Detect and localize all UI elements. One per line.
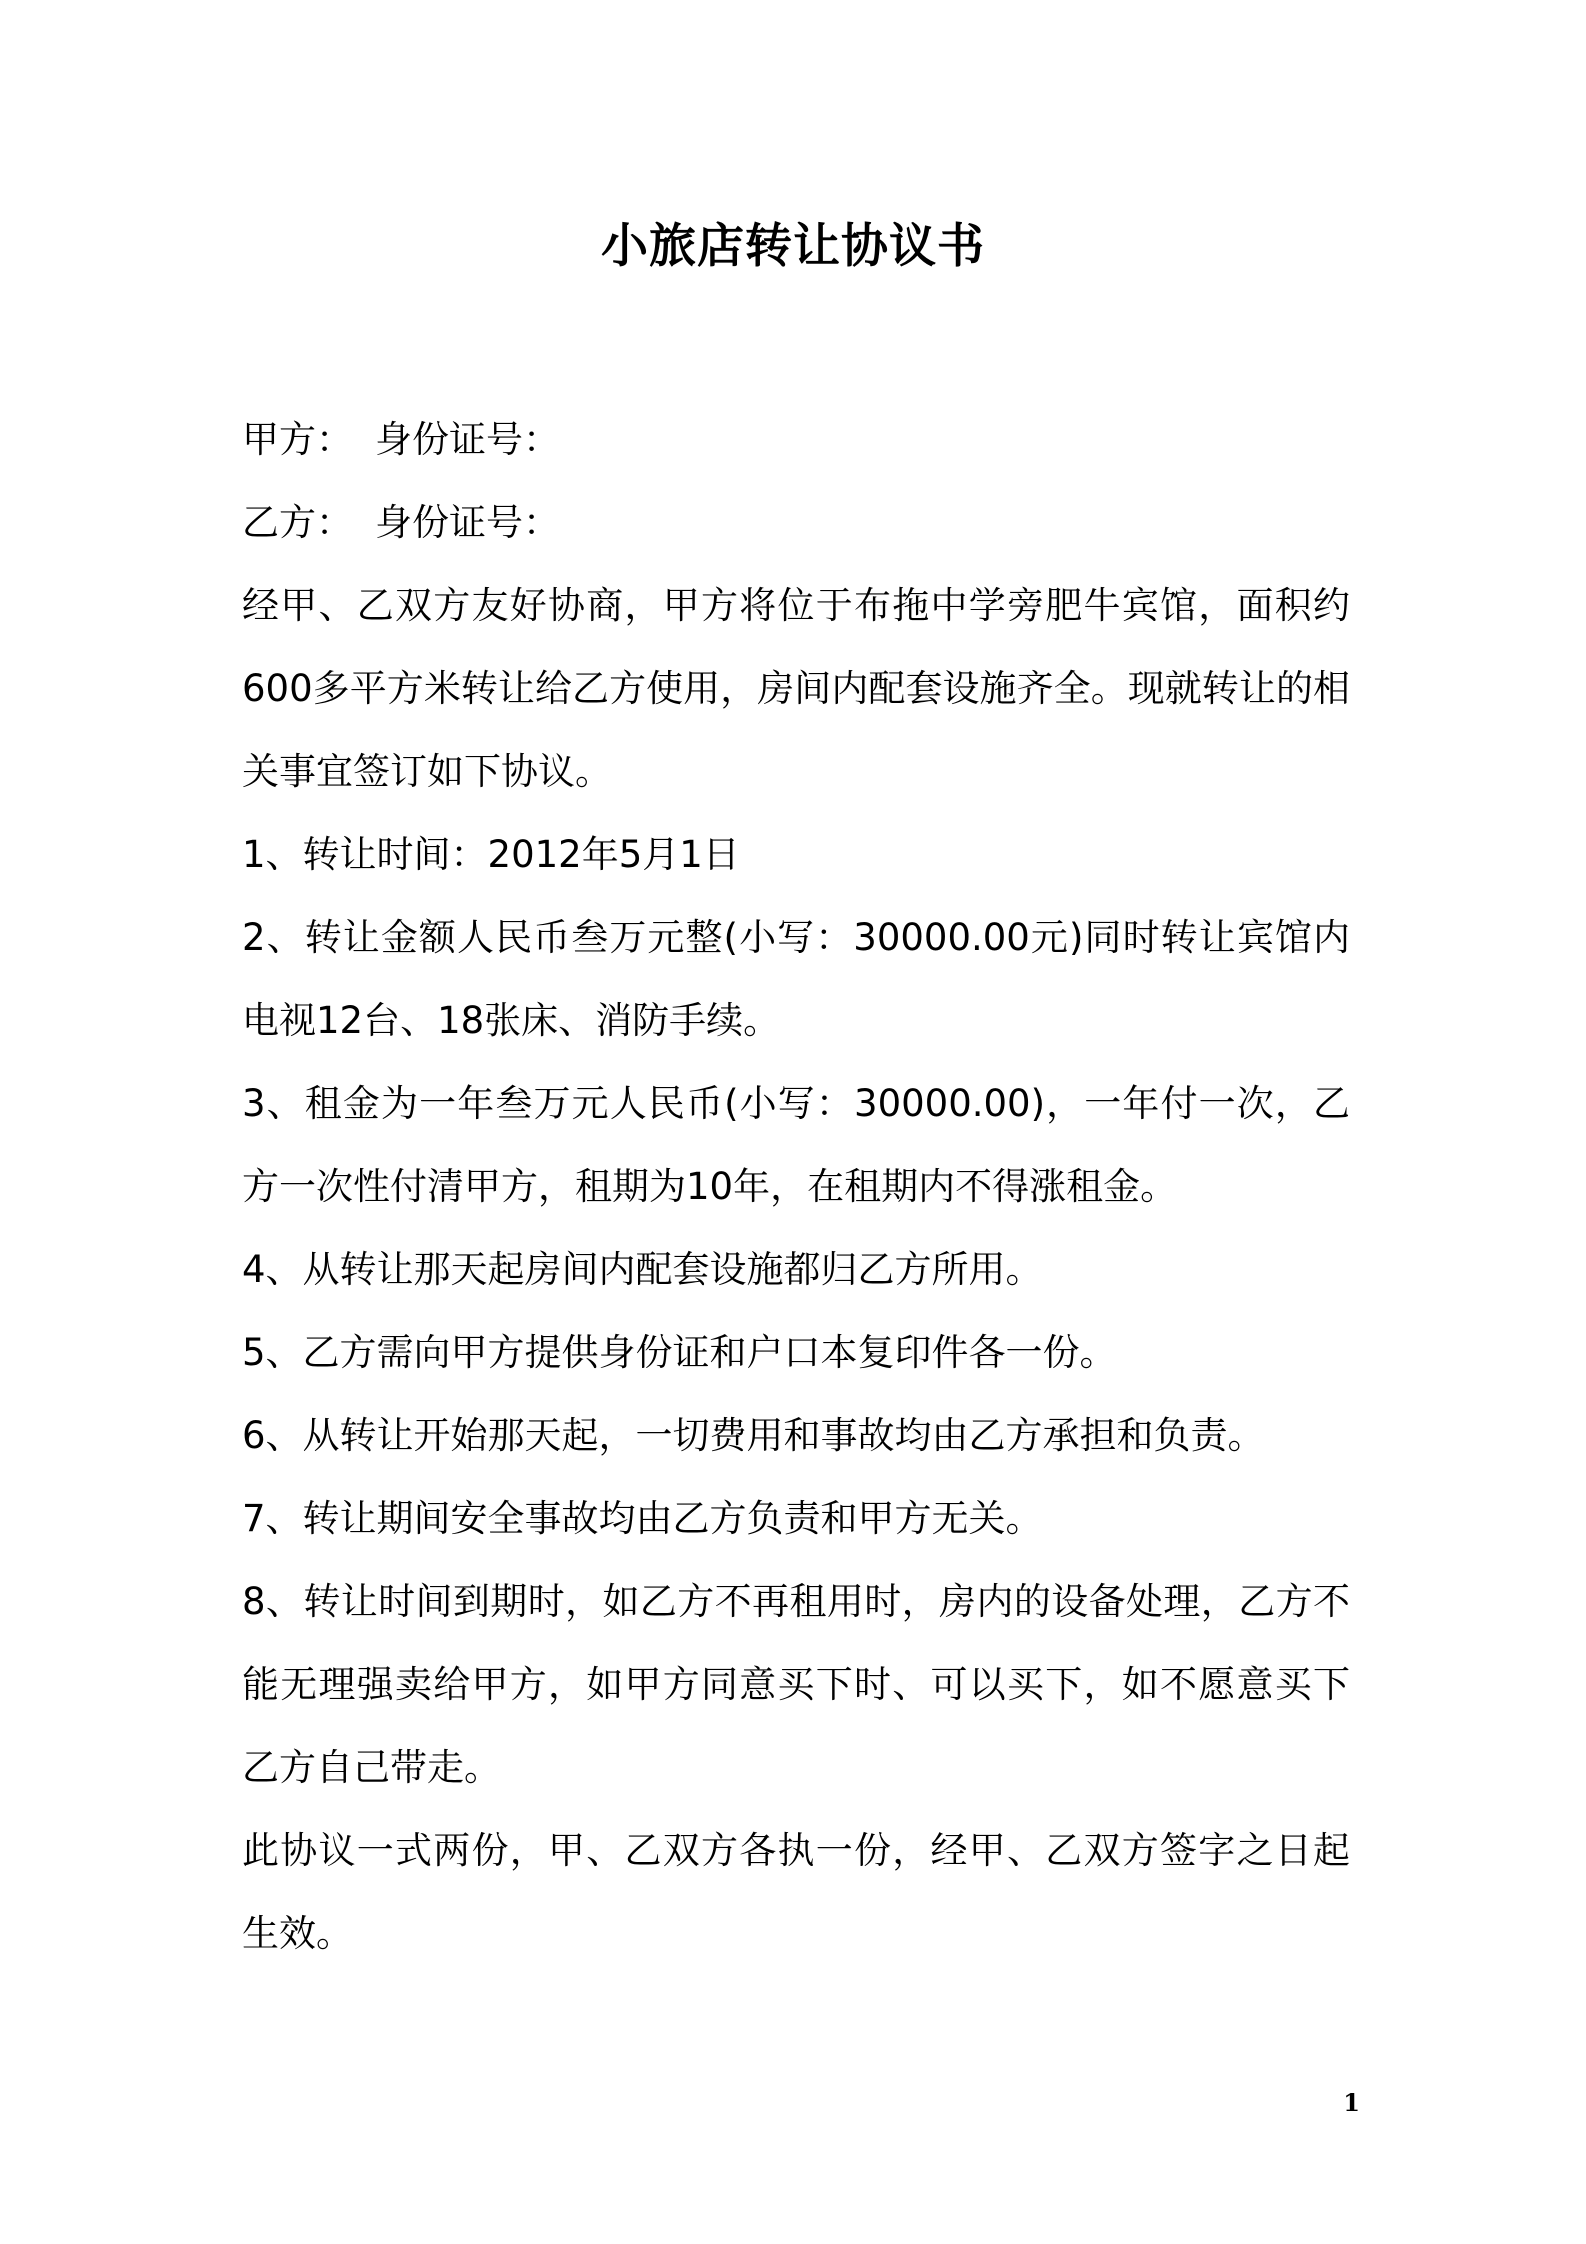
clause-6: 6、从转让开始那天起，一切费用和事故均由乙方承担和负责。	[242, 1414, 1265, 1457]
party-a-line	[242, 398, 1350, 481]
party-a-label: 甲方：	[242, 418, 353, 461]
intro-paragraph: 经甲、乙双方友好协商，甲方将位于布拖中学旁肥牛宾馆，面积约600多平方米转让给乙方使用，房间内配套设施齐全。现就转让的相关事宜签订如下协议。	[242, 584, 1350, 793]
clause-1: 1、转让时间：2012年5月1日	[242, 833, 740, 876]
document-body	[242, 398, 1350, 1975]
document-title: 小旅店转让协议书	[601, 219, 985, 274]
party-b-line	[242, 481, 1350, 564]
page-number: 1	[1343, 2088, 1360, 2117]
clause-8: 8、转让时间到期时，如乙方不再租用时，房内的设备处理，乙方不能无理强卖给甲方，如甲方同意买下时、可以买下，如不愿意买下乙方自己带走。	[242, 1580, 1350, 1789]
clause-4: 4、从转让那天起房间内配套设施都归乙方所用。	[242, 1248, 1043, 1291]
closing-paragraph: 此协议一式两份，甲、乙双方各执一份，经甲、乙双方签字之日起生效。	[242, 1829, 1350, 1955]
party-b-id-label: 身份证号：	[375, 501, 560, 544]
party-b-label: 乙方：	[242, 501, 353, 544]
party-a-id-label: 身份证号：	[375, 418, 560, 461]
clause-7: 7、转让期间安全事故均由乙方负责和甲方无关。	[242, 1497, 1043, 1540]
clause-5: 5、乙方需向甲方提供身份证和户口本复印件各一份。	[242, 1331, 1117, 1374]
clause-2: 2、转让金额人民币叁万元整(小写：30000.00元)同时转让宾馆内电视12台、18张床、消防手续。	[242, 916, 1350, 1042]
clause-3: 3、租金为一年叁万元人民币(小写：30000.00)，一年付一次，乙方一次性付清甲方，租期为10年，在租期内不得涨租金。	[242, 1082, 1350, 1208]
